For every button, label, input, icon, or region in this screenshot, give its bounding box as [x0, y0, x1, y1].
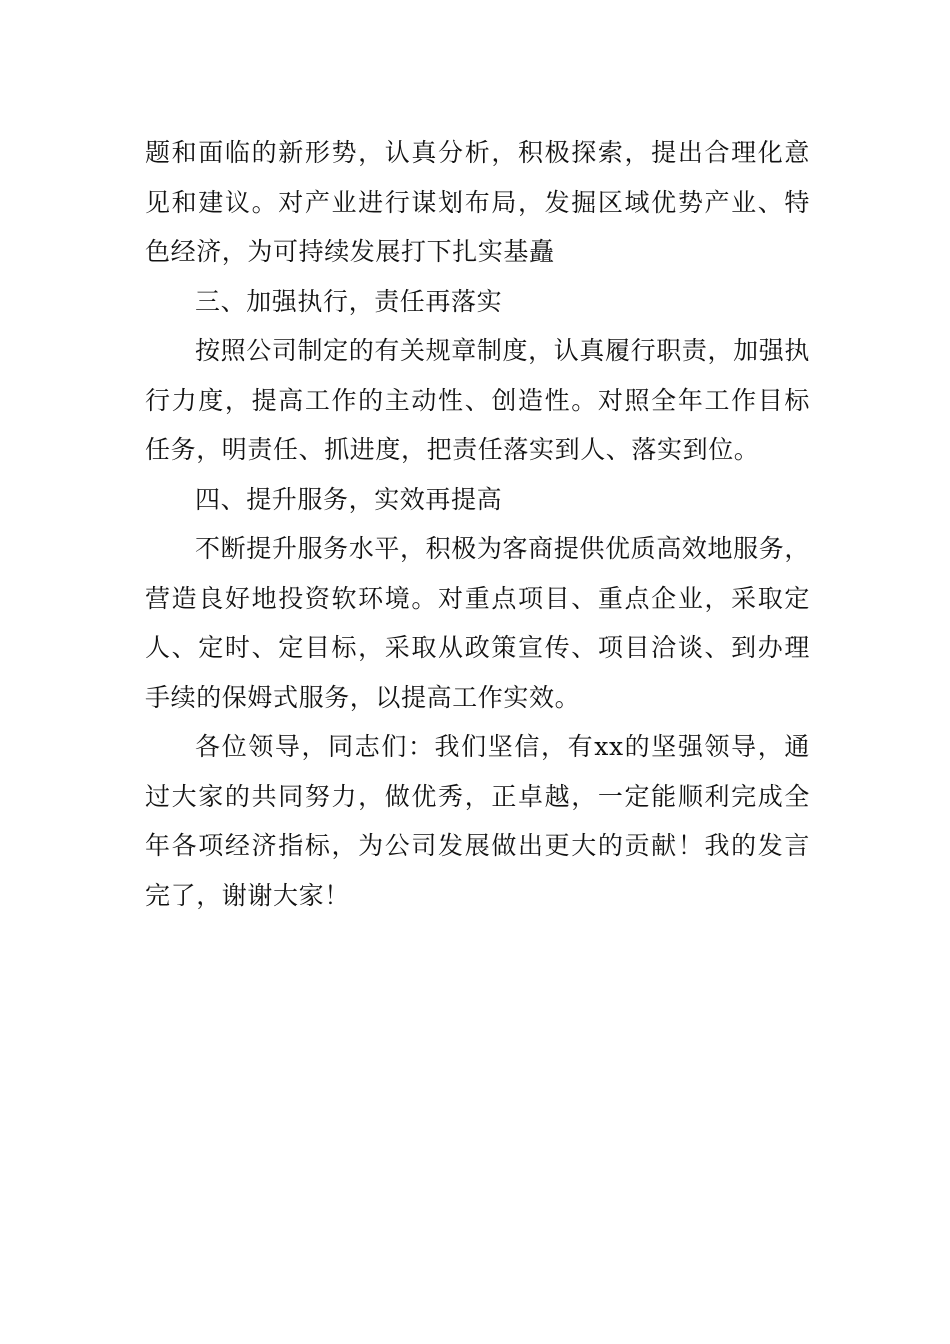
section-heading-4: 四、提升服务，实效再提高	[195, 484, 503, 514]
paragraph-continuation: 题和面临的新形势，认真分析，积极探索，提出合理化意见和建议。对产业进行谋划布局，发掘区域优势产业、特色经济，为可持续发展打下扎实基矗	[145, 138, 810, 266]
document-body	[145, 128, 810, 920]
section-heading-3: 三、加强执行，责任再落实	[195, 286, 503, 316]
paragraph-execution: 按照公司制定的有关规章制度，认真履行职责，加强执行力度，提高工作的主动性、创造性。对照全年工作目标任务，明责任、抓进度，把责任落实到人、落实到位。	[145, 336, 810, 464]
paragraph-closing: 各位领导，同志们：我们坚信，有xx的坚强领导，通过大家的共同努力，做优秀，正卓越，一定能顺利完成全年各项经济指标，为公司发展做出更大的贡献！我的发言完了，谢谢大家！	[145, 732, 810, 910]
paragraph-service: 不断提升服务水平，积极为客商提供优质高效地服务，营造良好地投资软环境。对重点项目、重点企业，采取定人、定时、定目标，采取从政策宣传、项目洽谈、到办理手续的保姆式服务，以提高工作实效。	[145, 534, 810, 712]
